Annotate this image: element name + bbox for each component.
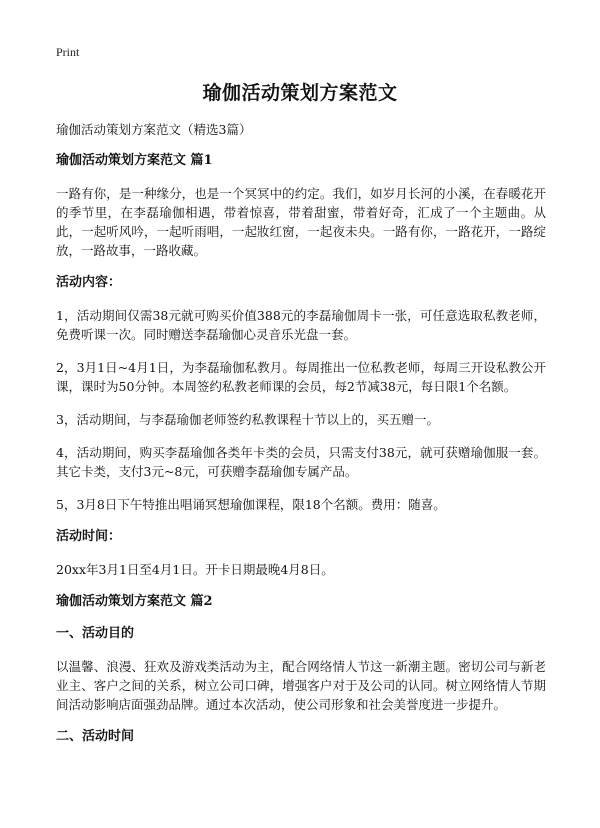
print-label[interactable]: Print <box>56 45 80 59</box>
document-body <box>56 152 546 760</box>
paragraph-item-2: 2，3月1日~4月1日，为李磊瑜伽私教月。每周推出一位私教老师，每周三开设私教公开课，课时为50分钟。本周签约私教老师课的会员，每2节减38元，每日限1个名额。 <box>56 360 546 394</box>
paragraph-item-4: 4，活动期间，购买李磊瑜伽各类年卡类的会员，只需支付38元，就可获赠瑜伽服一套。其它卡类，支付3元~8元，可获赠李磊瑜伽专属产品。 <box>56 445 546 479</box>
section-heading-purpose: 一、活动目的 <box>56 626 135 641</box>
paragraph-purpose: 以温馨、浪漫、狂欢及游戏类活动为主，配合网络情人节这一新潮主题。密切公司与新老业主、客户之间的关系，树立公司口碑，增强客户对于及公司的认同。树立网络情人节期间活动影响店面强劲品牌。通过本次活动，使公司形象和社会美誉度进一步提升。 <box>56 659 546 712</box>
document-title: 瑜伽活动策划方案范文 <box>202 82 398 104</box>
paragraph-item-3: 3，活动期间，与李磊瑜伽老师签约私教课程十节以上的，买五赠一。 <box>56 412 439 427</box>
section-heading-time: 二、活动时间 <box>56 729 135 744</box>
section-heading-part2: 瑜伽活动策划方案范文 篇2 <box>56 594 213 609</box>
section-heading-activity-time: 活动时间： <box>56 529 122 544</box>
section-heading-part1: 瑜伽活动策划方案范文 篇1 <box>56 153 213 168</box>
document-subtitle: 瑜伽活动策划方案范文（精选3篇） <box>56 122 252 137</box>
paragraph-activity-time: 20xx年3月1日至4月1日。开卡日期最晚4月8日。 <box>56 562 334 577</box>
paragraph-item-5: 5，3月8日下午特推出唱诵冥想瑜伽课程，限18个名额。费用：随喜。 <box>56 497 446 512</box>
paragraph-intro: 一路有你，是一种缘分，也是一个冥冥中的约定。我们，如岁月长河的小溪，在春暖花开的季节里，在李磊瑜伽相遇，带着惊喜，带着甜蜜，带着好奇，汇成了一个主题曲。从此，一起听风吟，一起听雨唱，一起妝红窗，一起夜未央。一路有你，一路花开，一路绽放，一路故事，一路收藏。 <box>56 186 546 258</box>
paragraph-item-1: 1，活动期间仅需38元就可购买价值388元的李磊瑜伽周卡一张，可任意选取私教老师，免费听课一次。同时赠送李磊瑜伽心灵音乐光盘一套。 <box>56 308 546 342</box>
section-heading-activity-content: 活动内容： <box>56 275 122 290</box>
